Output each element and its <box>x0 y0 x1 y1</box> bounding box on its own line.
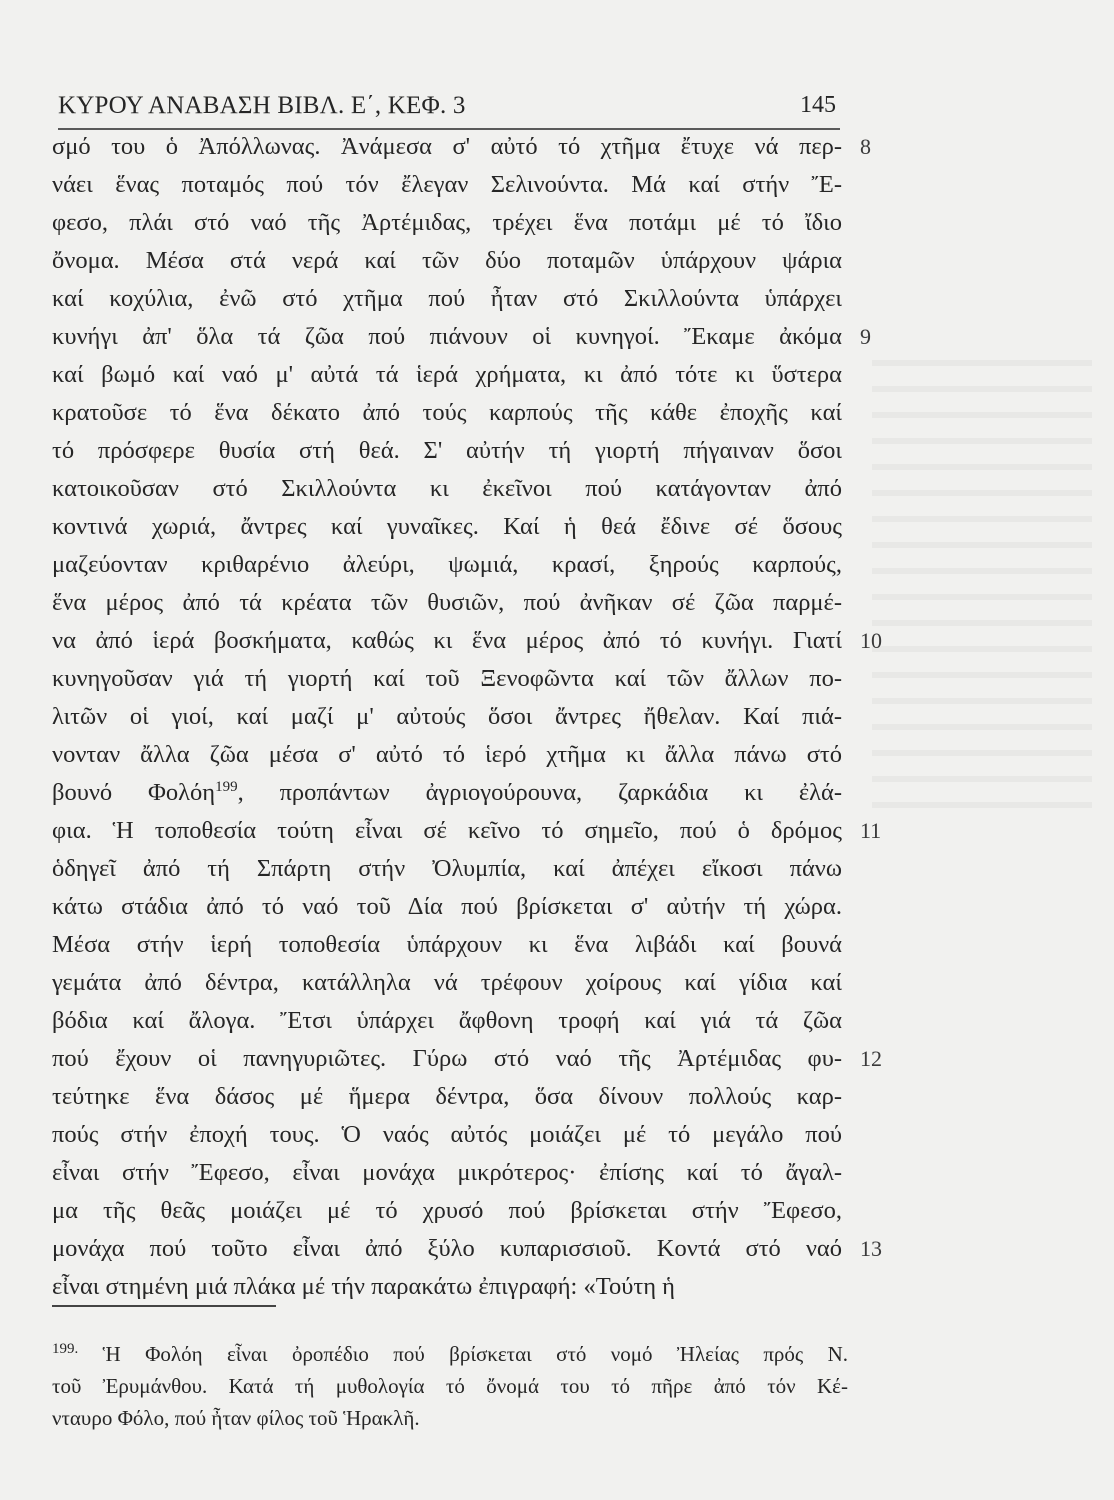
text-line: νάει ἕνας ποταμός πού τόν ἔλεγαν Σελινούντα. Μά καί στήν Ἔ- <box>52 171 842 198</box>
footnote-divider <box>52 1305 276 1307</box>
section-number: 12 <box>860 1046 882 1071</box>
text-line: σμό του ὁ Ἀπόλλωνας. Ἀνάμεσα σ' αὐτό τό χτῆμα ἔτυχε νά περ- 8 <box>52 128 842 166</box>
text-line: βόδια καί ἄλογα. Ἔτσι ὑπάρχει ἄφθονη τροφή καί γιά τά ζῶα <box>52 1007 842 1034</box>
running-header <box>58 92 840 130</box>
section-number: 8 <box>860 134 871 159</box>
text-line: φια. Ἡ τοποθεσία τούτη εἶναι σέ κεῖνο τό σημεῖο, πού ὁ δρόμος 11 <box>52 812 842 850</box>
text-line: μαζεύονταν κριθαρένιο ἀλεύρι, ψωμιά, κρασί, ξηρούς καρπούς, <box>52 551 842 578</box>
text-line: φεσο, πλάι στό ναό τῆς Ἀρτέμιδας, τρέχει ἕνα ποτάμι μέ τό ἴδιο <box>52 209 842 236</box>
text-line: νονταν ἄλλα ζῶα μέσα σ' αὐτό τό ἱερό χτῆμα κι ἄλλα πάνω στό <box>52 741 842 768</box>
section-number: 9 <box>860 324 871 349</box>
footnote-reference[interactable]: 199 <box>215 778 238 795</box>
text-line: κοντινά χωριά, ἄντρες καί γυναῖκες. Καί ἡ θεά ἔδινε σέ ὅσους <box>52 513 842 540</box>
text-line: καί κοχύλια, ἐνῶ στό χτῆμα πού ἦταν στό Σκιλλούντα ὑπάρχει <box>52 285 842 312</box>
text-line: λιτῶν οἱ γιοί, καί μαζί μ' αὐτούς ὅσοι ἄντρες ἤθελαν. Καί πιά- <box>52 703 842 730</box>
text-line: ὁδηγεῖ ἀπό τή Σπάρτη στήν Ὀλυμπία, καί ἀπέχει εἴκοσι πάνω <box>52 855 842 882</box>
text-line: καί βωμό καί ναό μ' αὐτά τά ἱερά χρήματα, κι ἀπό τότε κι ὕστερα <box>52 361 842 388</box>
footnote-number: 199. <box>52 1341 79 1357</box>
footnote-line: $^{199.}$ Ἡ Φολόη εἶναι ὀροπέδιο πού βρίσκεται στό νομό Ἠλείας πρός Ν. <box>52 1341 849 1366</box>
text-line: ἕνα μέρος ἀπό τά κρέατα τῶν θυσιῶν, πού ἀνῆκαν σέ ζῶα παρμέ- <box>52 589 842 616</box>
text-line: τεύτηκε ἕνα δάσος μέ ἥμερα δέντρα, ὅσα δίνουν πολλούς καρ- <box>52 1083 842 1110</box>
text-line: μα τῆς θεᾶς μοιάζει μέ τό χρυσό πού βρίσκεται στήν Ἔφεσο, <box>52 1197 842 1224</box>
running-title: ΚΥΡΟΥ ΑΝΑΒΑΣΗ ΒΙΒΛ. Ε΄, ΚΕΦ. 3 <box>58 92 466 119</box>
text-line: εἶναι στημένη μιά πλάκα μέ τήν παρακάτω ἐπιγραφή: «Τούτη ἡ <box>52 1273 675 1300</box>
text-line: μονάχα πού τοῦτο εἶναι ἀπό ξύλο κυπαρισσιοῦ. Κοντά στό ναό 13 <box>52 1230 842 1268</box>
text-line: να ἀπό ἱερά βοσκήματα, καθώς κι ἕνα μέρος ἀπό τό κυνήγι. Γιατί 10 <box>52 622 842 660</box>
section-number: 11 <box>860 818 882 843</box>
footnote-block <box>52 1338 852 1434</box>
text-line: Μέσα στήν ἱερή τοποθεσία ὑπάρχουν κι ἕνα λιβάδι καί βουνά <box>52 931 842 958</box>
text-line: γεμάτα ἀπό δέντρα, κατάλληλα νά τρέφουν χοίρους καί γίδια καί <box>52 969 842 996</box>
footnote-line: τοῦ Ἐρυμάνθου. Κατά τή μυθολογία τό ὄνομά του τό πῆρε ἀπό τόν Κέ- <box>52 1374 848 1398</box>
text-line: πού ἔχουν οἱ πανηγυριῶτες. Γύρω στό ναό τῆς Ἀρτέμιδας φυ- 12 <box>52 1040 842 1078</box>
body-text <box>52 128 882 1306</box>
text-line: κάτω στάδια ἀπό τό ναό τοῦ Δία πού βρίσκεται σ' αὐτήν τή χώρα. <box>52 893 842 920</box>
text-line: κατοικοῦσαν στό Σκιλλούντα κι ἐκεῖνοι πού κατάγονταν ἀπό <box>52 475 842 502</box>
section-number: 13 <box>860 1236 882 1261</box>
text-line: κυνηγοῦσαν γιά τή γιορτή καί τοῦ Ξενοφῶντα καί τῶν ἄλλων πο- <box>52 665 842 692</box>
text-line: βουνό Φολόη$^{199}$, προπάντων ἀγριογούρουνα, ζαρκάδια κι ἐλά- <box>52 778 842 806</box>
text-line: εἶναι στήν Ἔφεσο, εἶναι μονάχα μικρότερος· ἐπίσης καί τό ἄγαλ- <box>52 1159 842 1186</box>
text-line: πούς στήν ἐποχή τους. Ὁ ναός αὐτός μοιάζει μέ τό μεγάλο πού <box>52 1121 842 1148</box>
text-line: τό πρόσφερε θυσία στή θεά. Σ' αὐτήν τή γιορτή πήγαιναν ὅσοι <box>52 437 842 464</box>
section-number: 10 <box>860 628 882 653</box>
text-line: ὄνομα. Μέσα στά νερά καί τῶν δύο ποταμῶν ὑπάρχουν ψάρια <box>52 247 842 274</box>
text-line: κρατοῦσε τό ἕνα δέκατο ἀπό τούς καρπούς τῆς κάθε ἐποχῆς καί <box>52 399 842 426</box>
footnote-line: νταυρο Φόλο, πού ἦταν φίλος τοῦ Ἡρακλῆ. <box>52 1406 420 1430</box>
show-through-bleed <box>872 360 1092 820</box>
text-line: κυνήγι ἀπ' ὅλα τά ζῶα πού πιάνουν οἱ κυνηγοί. Ἔκαμε ἀκόμα 9 <box>52 318 842 356</box>
page-number: 145 <box>800 92 836 118</box>
